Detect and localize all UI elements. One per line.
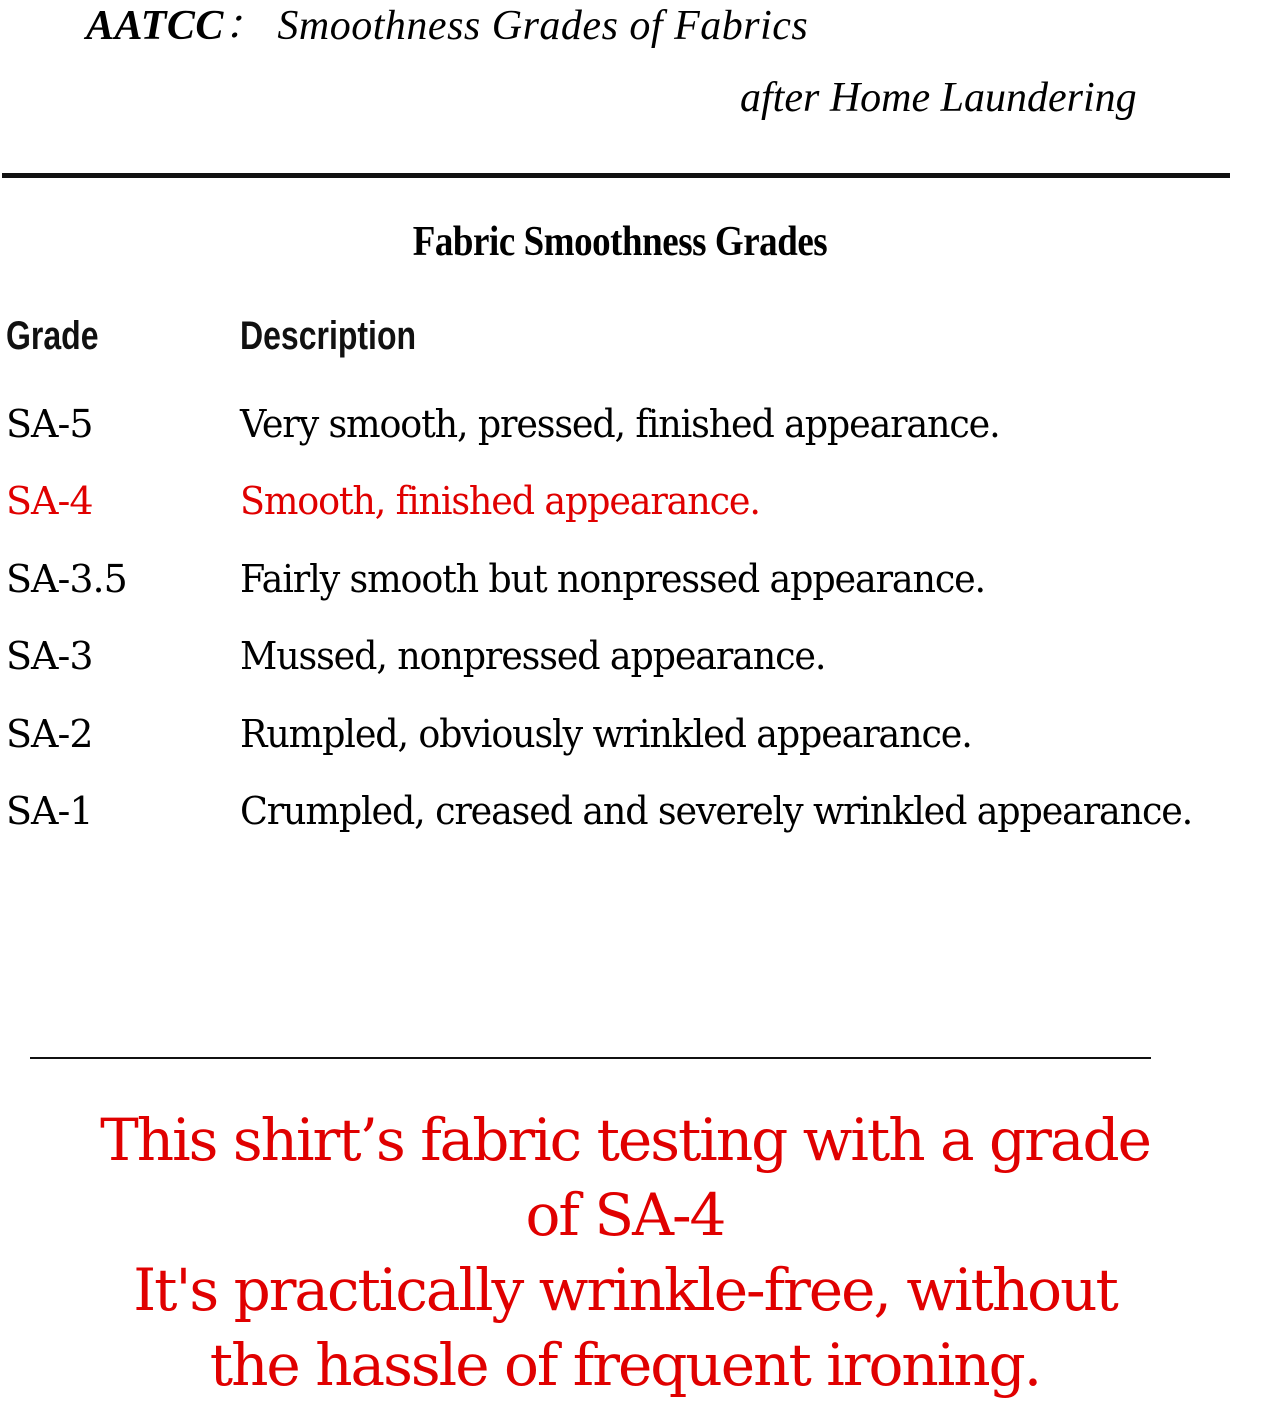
promo-line-2: of SA-4 [525,1181,725,1249]
title-line-1: Smoothness Grades of Fabrics [277,3,809,49]
promo-line-3: It's practically wrinkle-free, without [133,1256,1117,1324]
description-cell: Very smooth, pressed, finished appearance. [240,402,1000,446]
table-title: Fabric Smoothness Grades [412,219,828,265]
grade-cell: SA-4 [6,479,93,523]
section-divider [30,1057,1151,1059]
column-header-description: Description [240,314,417,358]
grade-cell: SA-3 [6,634,93,678]
description-cell: Smooth, finished appearance. [240,479,760,523]
table-row [0,789,1286,849]
title-separator: ： [223,3,267,49]
column-header-grade: Grade [6,314,99,358]
header-divider [2,173,1230,178]
grade-cell: SA-1 [6,789,93,833]
description-cell: Crumpled, creased and severely wrinkled appearance. [240,789,1193,833]
promo-message [0,1103,1250,1403]
description-cell: Fairly smooth but nonpressed appearance. [240,557,985,601]
table-row [0,634,1286,694]
promo-line-1: This shirt’s fabric testing with a grade [100,1106,1150,1174]
grade-cell: SA-2 [6,712,93,756]
grade-cell: SA-3.5 [6,557,127,601]
title-line-2: after Home Laundering [740,75,1137,121]
description-cell: Mussed, nonpressed appearance. [240,634,826,678]
table-row [0,402,1286,462]
table-row [0,557,1286,617]
promo-line-4: the hassle of frequent ironing. [209,1331,1041,1399]
description-cell: Rumpled, obviously wrinkled appearance. [240,712,972,756]
page-title [86,0,808,52]
grade-cell: SA-5 [6,402,93,446]
table-row-highlighted [0,479,1286,539]
table-row [0,712,1286,772]
brand-name: AATCC [86,3,224,49]
